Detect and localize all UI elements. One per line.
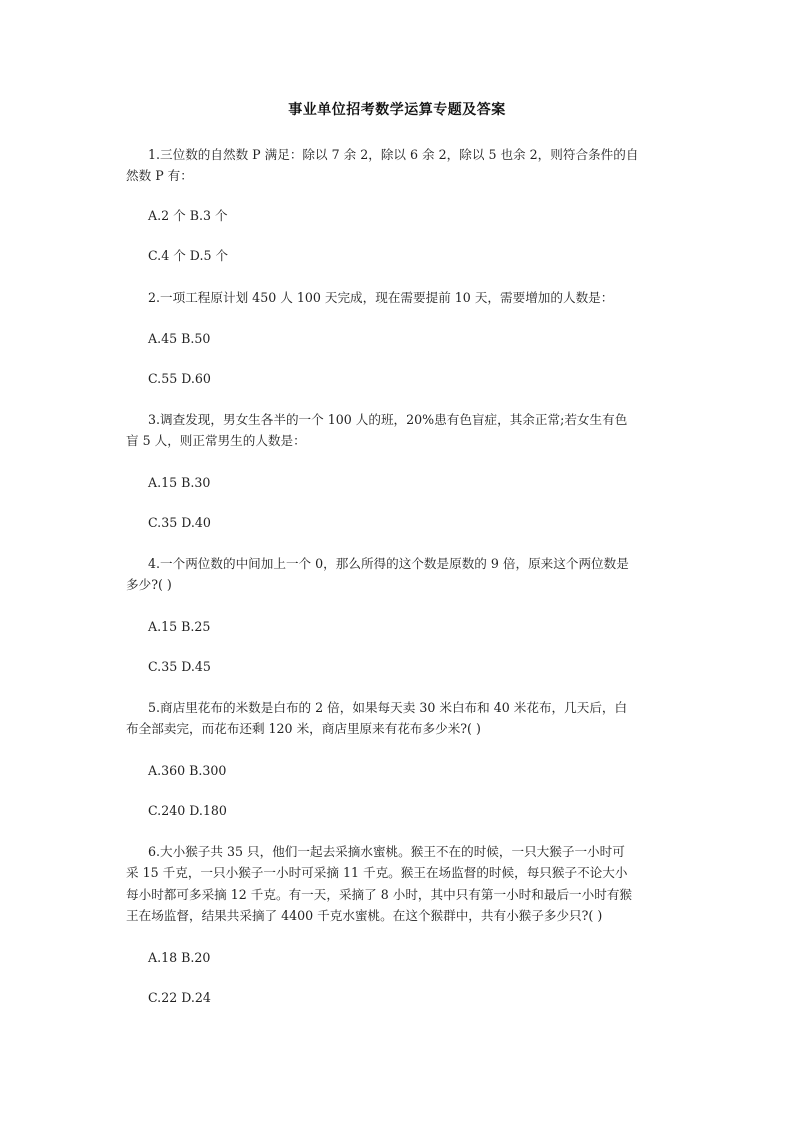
question-1-line-1: 1.三位数的自然数 P 满足：除以 7 余 2，除以 6 余 2，除以 5 也余 2，则符合条件的自 [148,147,639,162]
question-6-line-1: 6.大小猴子共 35 只，他们一起去采摘水蜜桃。猴王不在的时候，一只大猴子一小时可 [148,844,625,859]
question-5-line-1: 5.商店里花布的米数是白布的 2 倍，如果每天卖 30 米白布和 40 米花布，几天后，白 [148,700,628,715]
question-2-options-cd: C.55 D.60 [148,371,211,386]
document-title: 事业单位招考数学运算专题及答案 [288,102,506,118]
question-5-options-ab: A.360 B.300 [148,763,227,778]
question-1-options-cd: C.4 个 D.5 个 [148,248,229,263]
question-2-options-ab: A.45 B.50 [148,331,211,346]
question-5-options-cd: C.240 D.180 [148,803,227,818]
question-4-line-1: 4.一个两位数的中间加上一个 0，那么所得的这个数是原数的 9 倍，原来这个两位数是 [148,556,629,571]
question-2-line-1: 2.一项工程原计划 450 人 100 天完成，现在需要提前 10 天，需要增加的人数是： [148,290,614,305]
question-6-options-cd: C.22 D.24 [148,990,211,1005]
question-4-options-ab: A.15 B.25 [148,619,211,634]
question-4-line-2: 多少?( ) [126,577,172,592]
question-1-line-2: 然数 P 有： [126,168,193,183]
question-3-options-cd: C.35 D.40 [148,515,211,530]
question-1-options-ab: A.2 个 B.3 个 [148,208,228,223]
question-4-options-cd: C.35 D.45 [148,659,211,674]
question-3-options-ab: A.15 B.30 [148,475,211,490]
question-6-line-4: 王在场监督，结果共采摘了 4400 千克水蜜桃。在这个猴群中，共有小猴子多少只?( ) [126,908,603,923]
question-6-line-2: 采 15 千克，一只小猴子一小时可采摘 11 千克。猴王在场监督的时候，每只猴子不论大小 [126,865,628,880]
question-6-options-ab: A.18 B.20 [148,950,211,965]
question-5-line-2: 布全部卖完，而花布还剩 120 米，商店里原来有花布多少米?( ) [126,721,481,736]
question-3-line-2: 盲 5 人，则正常男生的人数是： [126,433,306,448]
question-6-line-3: 每小时都可多采摘 12 千克。有一天，采摘了 8 小时，其中只有第一小时和最后一小时有猴 [126,887,633,902]
question-3-line-1: 3.调查发现，男女生各半的一个 100 人的班，20%患有色盲症，其余正常;若女生有色 [148,412,628,427]
